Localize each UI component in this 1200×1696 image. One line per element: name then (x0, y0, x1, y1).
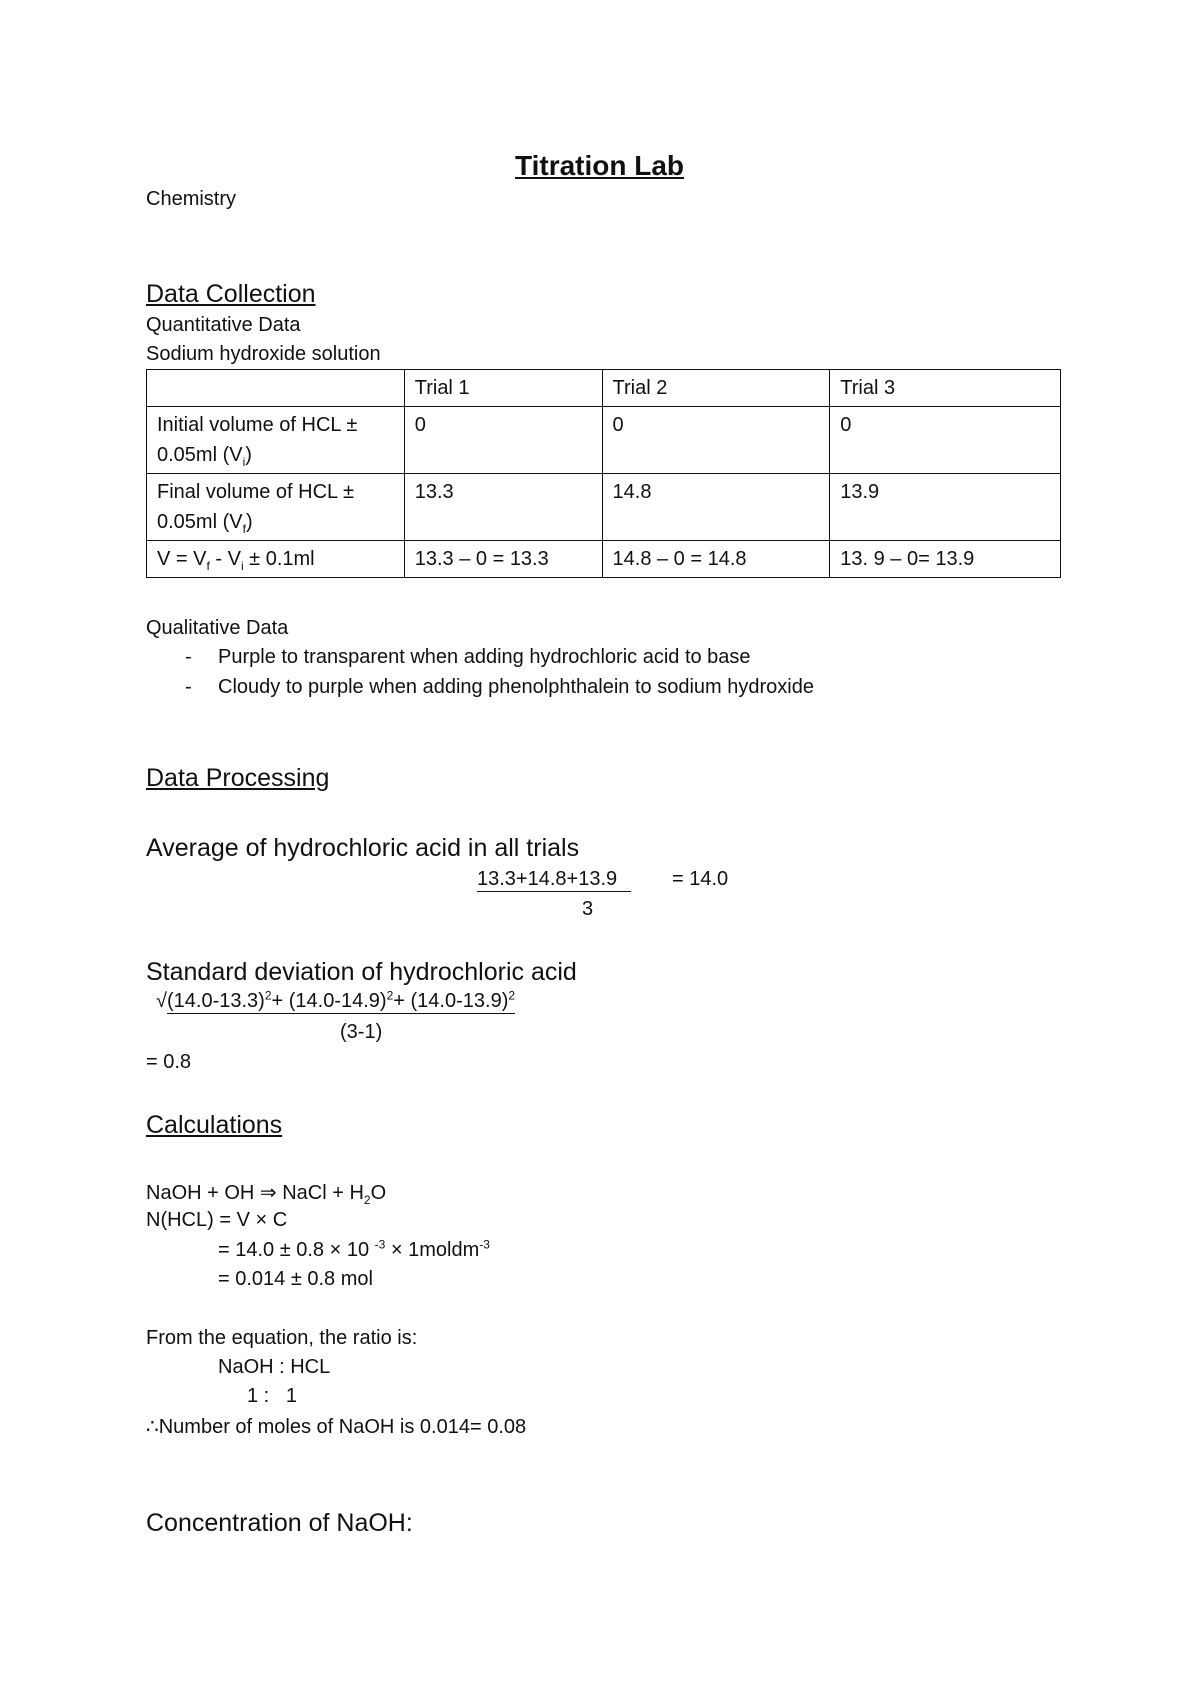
average-numerator (477, 868, 631, 892)
exponent: 2 (264, 988, 272, 1003)
equation-text: NaOH + OH ⇒ NaCl + H (146, 1182, 364, 1204)
ratio-labels: NaOH : HCL (218, 1356, 331, 1378)
sd-term: + (14.0-14.9) (271, 990, 387, 1012)
moles-result: = 0.014 ± 0.8 mol (218, 1268, 373, 1290)
sd-heading: Standard deviation of hydrochloric acid (146, 958, 577, 986)
data-processing-heading: Data Processing (146, 764, 330, 792)
concentration-heading: Concentration of NaOH: (146, 1509, 413, 1537)
table-cell: 13.9 (830, 474, 1061, 541)
table-cell: 0 (830, 407, 1061, 474)
moles-formula: N(HCL) = V × C (146, 1209, 288, 1231)
subscript: f (242, 522, 246, 536)
chemical-equation (146, 1180, 386, 1205)
row-label-text: 0.05ml (V (157, 511, 243, 533)
row-label-text: 0.05ml (V (157, 444, 243, 466)
row-label-text: ) (245, 444, 252, 466)
average-denominator: 3 (582, 898, 594, 920)
table-row (147, 407, 1061, 474)
calc-text: × 1moldm (385, 1239, 480, 1261)
row-label-text: V = V (157, 548, 207, 570)
calculations-heading: Calculations (146, 1111, 283, 1139)
list-item (185, 646, 192, 669)
row-label-cell (147, 541, 405, 578)
exponent: -3 (374, 1237, 386, 1252)
row-label-text: ± 0.1ml (243, 548, 315, 570)
subscript: i (240, 559, 244, 573)
titration-data-table (146, 369, 1061, 578)
fraction-numerator: 13.3+14.8+13.9 (477, 868, 631, 892)
sd-term: (14.0-13.3) (166, 990, 265, 1012)
average-result: = 14.0 (672, 868, 729, 890)
table-cell: 13. 9 – 0= 13.9 (830, 541, 1061, 578)
table-header-cell (147, 370, 405, 407)
observation-text: Cloudy to purple when adding phenolphthalein to sodium hydroxide (218, 676, 814, 698)
exponent: 2 (508, 988, 516, 1003)
calc-text: = 14.0 ± 0.8 × 10 (218, 1239, 375, 1261)
solution-label: Sodium hydroxide solution (146, 343, 381, 365)
equation-text: O (370, 1182, 387, 1204)
ratio-values: 1 : 1 (247, 1385, 298, 1407)
data-collection-heading: Data Collection (146, 280, 316, 308)
sd-term: + (14.0-13.9) (393, 990, 509, 1012)
bullet-dash-icon: - (185, 676, 192, 698)
row-label-text: Final volume of HCL ± (157, 481, 354, 503)
row-label-text: Initial volume of HCL ± (157, 414, 358, 436)
subscript: f (206, 559, 210, 573)
row-label-cell (147, 407, 405, 474)
square-root-icon: √ (156, 990, 167, 1012)
fraction-numerator (167, 990, 515, 1014)
table-cell: 0 (404, 407, 602, 474)
row-label-cell (147, 474, 405, 541)
row-label-text: ) (245, 511, 253, 533)
table-cell: 13.3 – 0 = 13.3 (404, 541, 602, 578)
bullet-dash-icon: - (185, 646, 192, 668)
table-cell: 14.8 (602, 474, 830, 541)
table-cell: 13.3 (404, 474, 602, 541)
row-label-text: - V (209, 548, 241, 570)
moles-conclusion: ∴Number of moles of NaOH is 0.014= 0.08 (146, 1416, 527, 1438)
table-header-row (147, 370, 1061, 407)
sd-result: = 0.8 (146, 1051, 192, 1073)
table-header-cell: Trial 3 (830, 370, 1061, 407)
exponent: 2 (386, 988, 394, 1003)
table-header-cell: Trial 2 (602, 370, 830, 407)
list-item (185, 676, 192, 699)
quantitative-data-label: Quantitative Data (146, 314, 301, 336)
average-heading: Average of hydrochloric acid in all trials (146, 834, 580, 862)
sd-denominator: (3-1) (340, 1021, 383, 1043)
table-cell: 0 (602, 407, 830, 474)
table-header-cell: Trial 1 (404, 370, 602, 407)
subscript: 2 (363, 1193, 371, 1207)
table-row (147, 541, 1061, 578)
subject-label: Chemistry (146, 188, 237, 210)
moles-substitution (218, 1239, 490, 1262)
ratio-intro: From the equation, the ratio is: (146, 1327, 418, 1349)
table-row (147, 474, 1061, 541)
subscript: i (242, 455, 246, 469)
page-title: Titration Lab (515, 150, 685, 181)
exponent: -3 (479, 1237, 490, 1252)
sd-numerator (156, 990, 515, 1014)
observation-text: Purple to transparent when adding hydrochloric acid to base (218, 646, 751, 668)
table-cell: 14.8 – 0 = 14.8 (602, 541, 830, 578)
qualitative-data-label: Qualitative Data (146, 617, 289, 639)
